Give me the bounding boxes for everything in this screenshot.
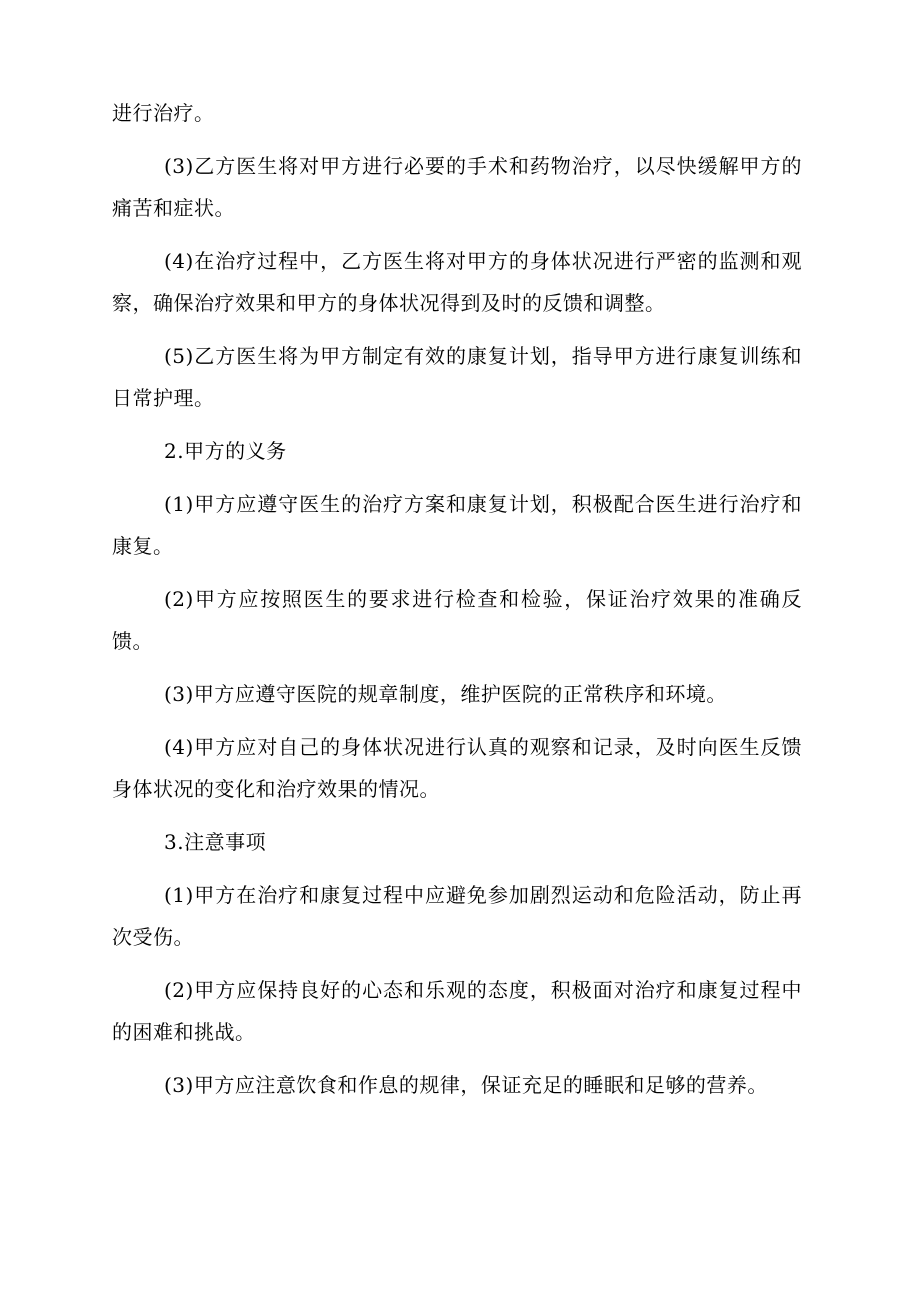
paragraph-party-a-obligation-3: (3)甲方应遵守医院的规章制度，维护医院的正常秩序和环境。 xyxy=(164,682,727,706)
paragraph-precaution-3: (3)甲方应注意饮食和作息的规律，保证充足的睡眠和足够的营养。 xyxy=(164,1073,768,1097)
paragraph-precaution-2: (2)甲方应保持良好的心态和乐观的态度，积极面对治疗和康复过程中的困难和挑战。 xyxy=(112,978,802,1044)
paragraph-doctor-duty-5: (5)乙方医生将为甲方制定有效的康复计划，指导甲方进行康复训练和日常护理。 xyxy=(112,344,802,410)
paragraph-party-a-obligation-2: (2)甲方应按照医生的要求进行检查和检验，保证治疗效果的准确反馈。 xyxy=(112,587,802,653)
paragraph-party-a-obligation-1: (1)甲方应遵守医生的治疗方案和康复计划，积极配合医生进行治疗和康复。 xyxy=(112,492,802,558)
section-heading-party-a-obligations: 2.甲方的义务 xyxy=(164,439,287,463)
paragraph-doctor-duty-3: (3)乙方医生将对甲方进行必要的手术和药物治疗，以尽快缓解甲方的痛苦和症状。 xyxy=(112,154,802,220)
paragraph-precaution-1: (1)甲方在治疗和康复过程中应避免参加剧烈运动和危险活动，防止再次受伤。 xyxy=(112,883,802,949)
paragraph-party-a-obligation-4: (4)甲方应对自己的身体状况进行认真的观察和记录，及时向医生反馈身体状况的变化和治疗效果的情况。 xyxy=(112,735,802,801)
section-heading-precautions: 3.注意事项 xyxy=(164,830,267,854)
document-page xyxy=(112,92,802,1117)
paragraph-doctor-duty-4: (4)在治疗过程中，乙方医生将对甲方的身体状况进行严密的监测和观察，确保治疗效果和甲方的身体状况得到及时的反馈和调整。 xyxy=(112,249,802,315)
paragraph-continuation: 进行治疗。 xyxy=(112,101,215,125)
